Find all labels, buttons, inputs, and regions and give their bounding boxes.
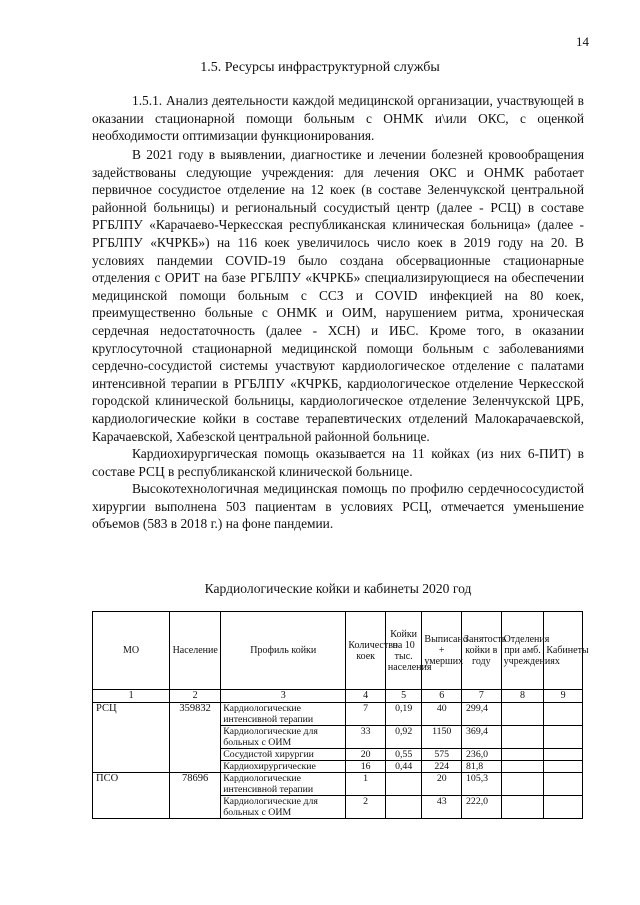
column-header: Отделения при амб. учреждениях: [501, 612, 544, 690]
occupancy-cell: 105,3: [462, 773, 502, 796]
beds-cell: 2: [346, 796, 386, 819]
departments-cell: [501, 761, 544, 773]
column-number: 9: [544, 690, 583, 703]
column-number: 2: [170, 690, 221, 703]
column-number-row: [93, 690, 583, 703]
cabinets-cell: [544, 703, 583, 726]
occupancy-cell: 81,8: [462, 761, 502, 773]
cabinets-cell: [544, 761, 583, 773]
column-number: 6: [422, 690, 462, 703]
population-cell: 359832: [170, 703, 221, 773]
per10k-cell: [385, 773, 421, 796]
column-number: 3: [221, 690, 346, 703]
column-header: Койки на 10 тыс. населения: [385, 612, 421, 690]
cabinets-cell: [544, 749, 583, 761]
occupancy-cell: 236,0: [462, 749, 502, 761]
occupancy-cell: 369,4: [462, 726, 502, 749]
discharged-cell: 1150: [422, 726, 462, 749]
profile-cell: Кардиохирургические: [221, 761, 346, 773]
beds-cell: 7: [346, 703, 386, 726]
paragraph: Кардиохирургическая помощь оказывается на 11 койках (из них 6-ПИТ) в составе РСЦ в республиканской клинической больнице.: [92, 446, 584, 479]
cardiology-beds-table: [92, 611, 589, 819]
column-number: 4: [346, 690, 386, 703]
column-number: 1: [93, 690, 170, 703]
discharged-cell: 40: [422, 703, 462, 726]
per10k-cell: 0,55: [385, 749, 421, 761]
column-header: Население: [170, 612, 221, 690]
departments-cell: [501, 703, 544, 726]
departments-cell: [501, 796, 544, 819]
body-text: [92, 146, 584, 533]
profile-cell: Кардиологические интенсивной терапии: [221, 703, 346, 726]
profile-cell: Кардиологические интенсивной терапии: [221, 773, 346, 796]
profile-cell: Кардиологические для больных с ОИМ: [221, 796, 346, 819]
column-number: 5: [385, 690, 421, 703]
per10k-cell: 0,19: [385, 703, 421, 726]
occupancy-cell: 222,0: [462, 796, 502, 819]
paragraph: В 2021 году в выявлении, диагностике и лечении болезней кровообращения задействованы следующие учреждения: для лечения ОКС и ОНМК работает первичное сосудистое отделение на 12 коек (в составе Зеленчукской центральной районной больницы) и региональный сосудистый центр (далее - РСЦ) в составе РГБЛПУ «Карачаево-Черкесская республиканская клиническая больница» (далее - РГБЛПУ «КЧРКБ») на 116 коек увеличилось число коек в 2019 году на 20. В условиях пандемии COVID-19 было создана обсервационные стационарные отделения с ОРИТ на базе РГБЛПУ «КЧРКБ» специализирующиеся на обеспечении медицинской помощи больным с ССЗ и COVID инфекцией на 80 коек, преимущественно больные с ОНМК и ОИМ, нарушением ритма, хроническая сердечная недостаточность (далее - ХСН) и ИБС. Кроме того, в оказании круглосуточной стационарной медицинской помощи больным с заболеваниями сердечно-сосудистой системы участвуют кардиологическое отделение с палатами интенсивной терапии в РГБЛПУ «КЧРКБ, кардиологическое отделение Черкесской городской клинической больницы, кардиологическое отделение Зеленчукской ЦРБ, кардиологические койки в составе терапевтических отделений Малокарачаевской, Карачаевской, Хабезской центральной районной больнице.: [92, 147, 584, 444]
per10k-cell: [385, 796, 421, 819]
departments-cell: [501, 773, 544, 796]
subsection-heading: [92, 92, 584, 145]
cabinets-cell: [544, 796, 583, 819]
beds-cell: 1: [346, 773, 386, 796]
profile-cell: Сосудистой хирургии: [221, 749, 346, 761]
occupancy-cell: 299,4: [462, 703, 502, 726]
column-header: Выписано + умерших: [422, 612, 462, 690]
column-header: Профиль койки: [221, 612, 346, 690]
section-heading: 1.5. Ресурсы инфраструктурной службы: [200, 60, 440, 75]
mo-cell: РСЦ: [93, 703, 170, 773]
table-header-row: [93, 612, 583, 690]
discharged-cell: 43: [422, 796, 462, 819]
per10k-cell: 0,44: [385, 761, 421, 773]
discharged-cell: 575: [422, 749, 462, 761]
cabinets-cell: [544, 726, 583, 749]
discharged-cell: 224: [422, 761, 462, 773]
column-header: Занятость койки в году: [462, 612, 502, 690]
page-number: 14: [576, 34, 589, 49]
profile-cell: Кардиологические для больных с ОИМ: [221, 726, 346, 749]
column-header: МО: [93, 612, 170, 690]
table-row: [93, 773, 583, 796]
column-header: Кабинеты: [544, 612, 583, 690]
subsection-heading-text: 1.5.1. Анализ деятельности каждой медицинской организации, участвующей в оказании стационарной помощи больным с ОНМК и\или ОКС, с оценкой необходимости оптимизации функционирования.: [92, 93, 584, 144]
beds-cell: 16: [346, 761, 386, 773]
paragraph: Высокотехнологичная медицинская помощь по профилю сердечнососудистой хирургии выполнена 503 пациентам в условиях РСЦ, отмечается уменьшение объемов (583 в 2018 г.) на фоне пандемии.: [92, 481, 584, 532]
mo-cell: ПСО: [93, 773, 170, 819]
column-number: 7: [462, 690, 502, 703]
departments-cell: [501, 749, 544, 761]
column-header: Количество коек: [346, 612, 386, 690]
table-row: [93, 703, 583, 726]
column-number: 8: [501, 690, 544, 703]
per10k-cell: 0,92: [385, 726, 421, 749]
beds-cell: 33: [346, 726, 386, 749]
population-cell: 78696: [170, 773, 221, 819]
cabinets-cell: [544, 773, 583, 796]
discharged-cell: 20: [422, 773, 462, 796]
table-title: Кардиологические койки и кабинеты 2020 год: [204, 581, 472, 596]
beds-cell: 20: [346, 749, 386, 761]
departments-cell: [501, 726, 544, 749]
